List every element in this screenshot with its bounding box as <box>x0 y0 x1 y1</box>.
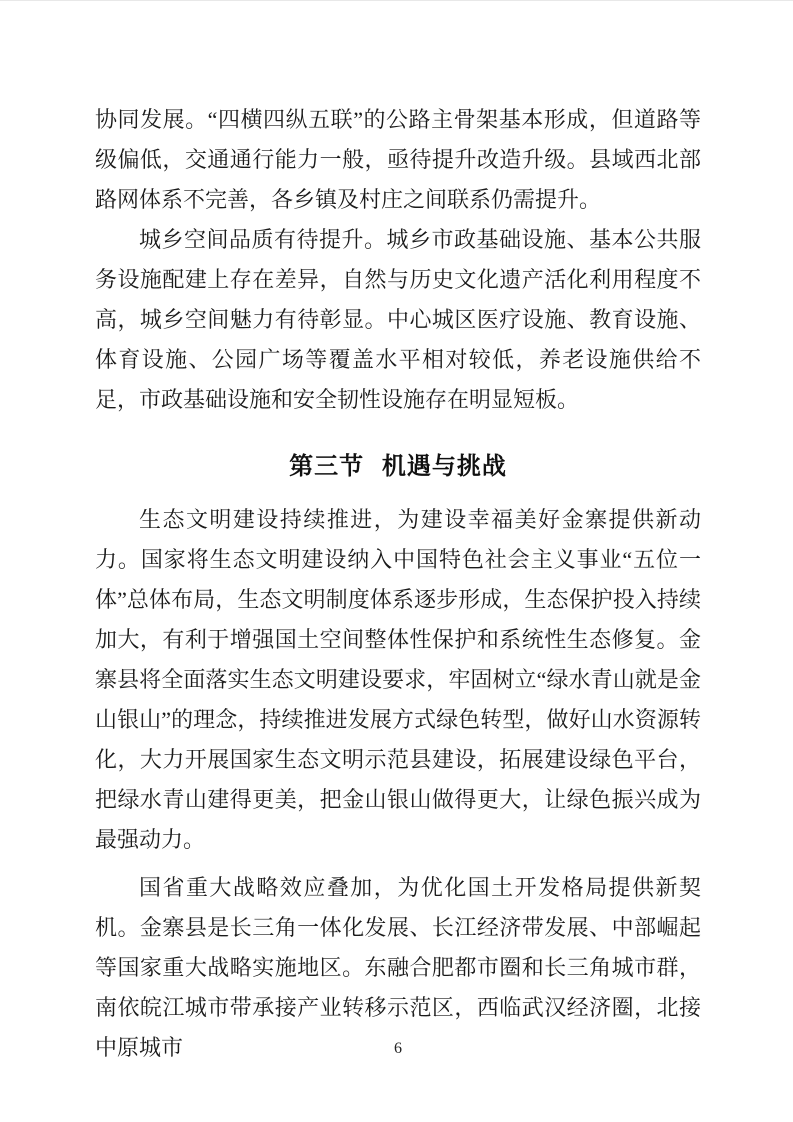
paragraph-national-strategies: 国省重大战略效应叠加，为优化国土开发格局提供新契机。金寨县是长三角一体化发展、长江经济带发展、中部崛起等国家重大战略实施地区。东融合肥都市圈和长三角城市群，南依皖江城市带承接产业转移示范区，西临武汉经济圈，北接中原城市 <box>95 875 701 1060</box>
paragraph-urban-rural-quality: 城乡空间品质有待提升。城乡市政基础设施、基本公共服务设施配建上存在差异，自然与历史文化遗产活化利用程度不高，城乡空间魅力有待彰显。中心城区医疗设施、教育设施、体育设施、公园广场等覆盖水平相对较低，养老设施供给不足，市政基础设施和安全韧性设施存在明显短板。 <box>95 227 701 412</box>
text-block <box>95 100 701 1068</box>
page-footer <box>95 1039 701 1059</box>
section-heading: 第三节 机遇与挑战 <box>289 453 507 480</box>
paragraph-transport-continuation: 协同发展。“四横四纵五联”的公路主骨架基本形成，但道路等级偏低，交通通行能力一般，亟待提升改造升级。县域西北部路网体系不完善，各乡镇及村庄之间联系仍需提升。 <box>95 107 701 212</box>
paragraph-ecological-civilization: 生态文明建设持续推进，为建设幸福美好金寨提供新动力。国家将生态文明建设纳入中国特色社会主义事业“五位一体”总体布局，生态文明制度体系逐步形成，生态保护投入持续加大，有利于增强国土空间整体性保护和系统性生态修复。金寨县将全面落实生态文明建设要求，牢固树立“绿水青山就是金山银山”的理念，持续推进发展方式绿色转型，做好山水资源转化，大力开展国家生态文明示范县建设，拓展建设绿色平台，把绿水青山建得更美，把金山银山做得更大，让绿色振兴成为最强动力。 <box>95 507 701 852</box>
page-number: 6 <box>394 1040 402 1057</box>
